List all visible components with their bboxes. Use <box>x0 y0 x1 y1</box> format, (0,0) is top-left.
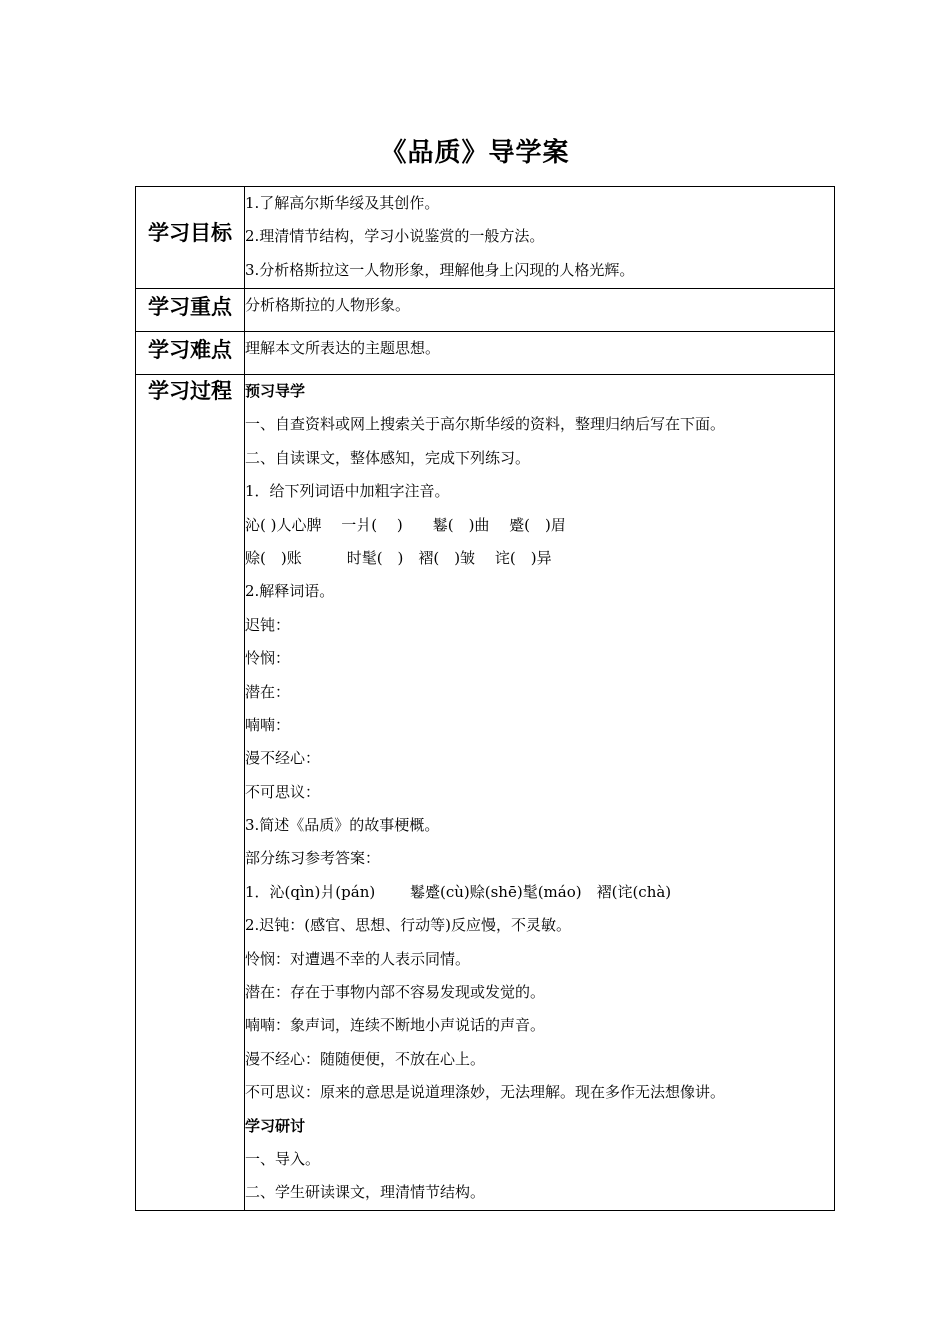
section-heading: 预习导学 <box>245 382 306 400</box>
process-line: 潜在：存在于事物内部不容易发现或发觉的。 <box>245 983 546 1002</box>
row-key-points <box>136 289 835 332</box>
difficulty-line: 理解本文所表达的主题思想。 <box>245 339 441 357</box>
key-content <box>245 289 835 332</box>
goal-line: 1.了解高尔斯华绥及其创作。 <box>245 194 440 212</box>
process-line: 迟钝： <box>245 615 291 634</box>
process-line: 漫不经心： <box>245 749 321 768</box>
process-label: 学习过程 <box>148 379 232 403</box>
process-line: 1．沁(qìn)爿(pán) 鬈蹙(cù)赊(shē)髦(máo) 褶(诧(chà) <box>245 882 672 901</box>
goal-line: 3.分析格斯拉这一人物形象，理解他身上闪现的人格光辉。 <box>245 260 635 279</box>
row-difficult-points <box>136 332 835 375</box>
row-learning-process <box>136 375 835 1211</box>
study-plan-table <box>135 186 835 1211</box>
row-label <box>136 289 245 332</box>
process-line: 赊( )账 时髦( ) 褶( )皱 诧( )异 <box>245 548 552 567</box>
process-line: 不可思议： <box>245 782 321 801</box>
page-title: 《品质》导学案 <box>380 138 570 168</box>
process-line: 1．给下列词语中加粗字注音。 <box>245 482 450 501</box>
key-label: 学习重点 <box>148 295 232 319</box>
row-learning-goals <box>136 187 835 289</box>
goal-line: 2.理清情节结构，学习小说鉴赏的一般方法。 <box>245 227 545 246</box>
process-line: 2.迟钝：(感官、思想、行动等)反应慢，不灵敏。 <box>245 916 572 935</box>
difficulty-content <box>245 332 835 375</box>
process-line: 二、自读课文，整体感知，完成下列练习。 <box>245 448 531 467</box>
process-line: 怜悯：对遭遇不幸的人表示同情。 <box>245 949 471 968</box>
process-line: 不可思议：原来的意思是说道理涤妙，无法理解。现在多作无法想像讲。 <box>245 1083 726 1102</box>
section-heading: 学习研讨 <box>245 1116 306 1135</box>
process-line: 喃喃：象声词，连续不断地小声说话的声音。 <box>245 1016 546 1035</box>
key-line: 分析格斯拉的人物形象。 <box>245 296 411 314</box>
goals-content <box>245 187 835 289</box>
difficulty-label: 学习难点 <box>148 338 232 362</box>
row-label <box>136 375 245 1211</box>
goals-label: 学习目标 <box>148 221 232 245</box>
process-line: 喃喃： <box>245 715 291 734</box>
process-line: 2.解释词语。 <box>245 582 335 601</box>
process-line: 潜在： <box>245 682 291 701</box>
process-line: 二、学生研读课文，理清情节结构。 <box>245 1183 486 1202</box>
process-content <box>245 375 835 1211</box>
row-label <box>136 332 245 375</box>
process-line: 3.简述《品质》的故事梗概。 <box>245 816 440 835</box>
process-line: 漫不经心：随随便便，不放在心上。 <box>245 1049 486 1068</box>
process-line: 部分练习参考答案： <box>245 849 381 868</box>
process-line: 怜悯： <box>245 649 291 668</box>
process-line: 一、自查资料或网上搜索关于高尔斯华绥的资料，整理归纳后写在下面。 <box>245 415 726 434</box>
process-line: 一、导入。 <box>245 1149 321 1168</box>
process-line: 沁( )人心脾 一爿( ) 鬈( )曲 蹙( )眉 <box>245 515 566 534</box>
row-label <box>136 187 245 289</box>
